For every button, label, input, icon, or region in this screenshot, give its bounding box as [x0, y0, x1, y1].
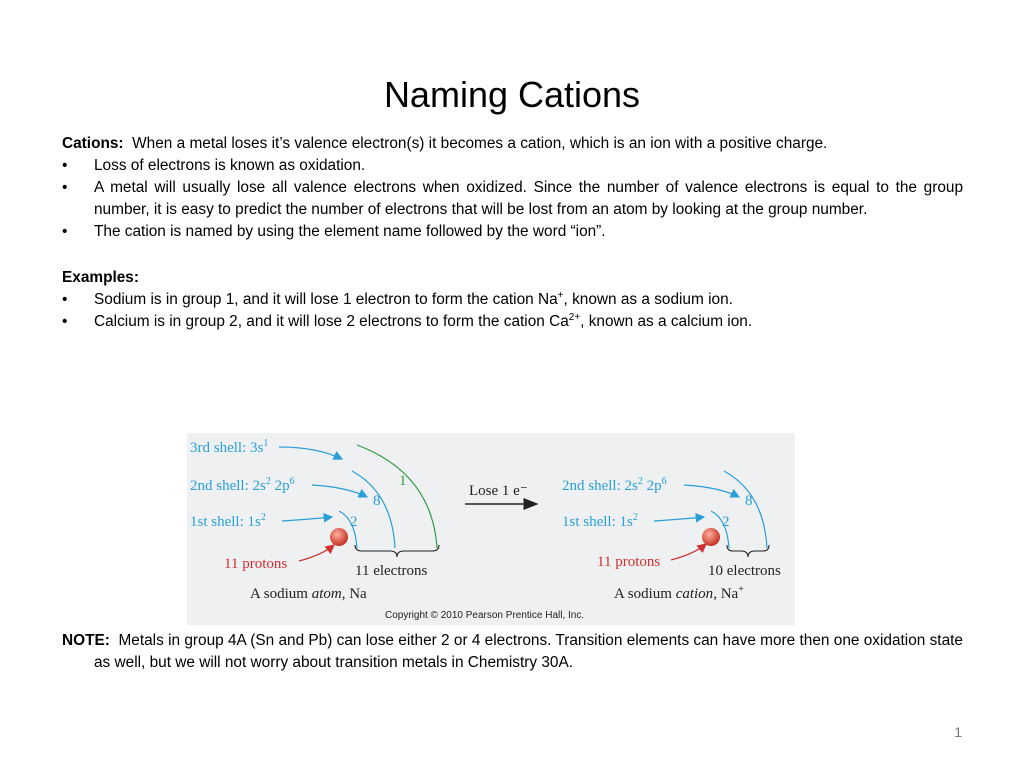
right-count-2: 2 [722, 514, 730, 530]
left-protons-arrow [299, 545, 334, 561]
right-shell-labels [562, 476, 667, 570]
note-paragraph [62, 630, 963, 674]
example-item: • Sodium is in group 1, and it will lose 1 electron to form the cation Na+, known as a sodium ion. [62, 289, 733, 308]
lose-electron-label: Lose 1 e⁻ [469, 483, 528, 499]
copyright-notice: Copyright © 2010 Pearson Prentice Hall, Inc. [385, 610, 585, 621]
intro-text: When a metal loses it’s valence electron(s) it becomes a cation, which is an ion with a positive charge. [132, 135, 828, 152]
left-caption: A sodium atom, Na [250, 586, 367, 602]
left-count-1: 1 [399, 473, 407, 489]
example-text-end: , known as a sodium ion. [563, 291, 733, 308]
diagram-svg [187, 433, 795, 625]
left-shell3-label: 3rd shell: $3s^1$ [190, 438, 269, 456]
bullet-text: Loss of electrons is known as oxidation. [94, 157, 366, 174]
right-count-8: 8 [745, 493, 753, 509]
bullet-text: A metal will usually lose all valence electrons when oxidized. Since the number of valence electrons is equal to the group number, it is easy to predict the number of electrons that will be lost from an atom by looking at the group number. [94, 179, 963, 218]
left-count-2: 2 [350, 514, 358, 530]
left-shell2-label: 2nd shell: $2s^2$ $2p^6$ [190, 476, 295, 494]
charge-sup: + [557, 289, 564, 301]
right-protons-label: 11 protons [597, 554, 661, 570]
example-item: • Calcium is in group 2, and it will lose 2 electrons to form the cation $Ca^{2+}$, known as a calcium ion. [62, 311, 753, 330]
example-text-end: , known as a calcium ion. [580, 313, 753, 330]
left-shell2-arc [352, 471, 395, 548]
intro-term: Cations: [62, 135, 124, 152]
left-electron-brace [355, 545, 439, 557]
left-shell2-arrow [312, 485, 367, 497]
sodium-ionization-diagram [187, 433, 795, 625]
bullet-item: • The cation is named by using the element name followed by the word “ion”. [62, 223, 606, 240]
examples-heading: Examples: [62, 269, 139, 286]
note-term: NOTE: [62, 632, 110, 649]
left-shell3-arc [357, 445, 437, 548]
right-shell1-arrow [654, 517, 704, 521]
left-shell1-arrow [282, 517, 332, 521]
right-shell2-label: 2nd shell: $2s^2$ $2p^6$ [562, 476, 667, 494]
right-protons-arrow [671, 544, 706, 560]
slide-body [62, 133, 963, 333]
slide-title: Naming Cations [383, 74, 641, 115]
left-nucleus [330, 528, 348, 546]
bullet-item: • A metal will usually lose all valence electrons when oxidized. Since the number of valence electrons is equal to the group number, it is easy to predict the number of electrons that will be lost from an atom by looking at the group number. [62, 179, 963, 218]
right-shell1-label: 1st shell: $1s^2$ [562, 512, 638, 530]
example-text: Sodium is in group 1, and it will lose 1 electron to form the cation Na [94, 291, 558, 308]
left-shell3-arrow [279, 447, 342, 459]
right-caption: A sodium cation, Na+ [614, 584, 744, 602]
left-shell1-label: 1st shell: $1s^2$ [190, 512, 266, 530]
right-electrons-label: 10 electrons [708, 563, 781, 579]
bullet-item: • Loss of electrons is known as oxidation. [62, 157, 366, 174]
left-count-8: 8 [373, 493, 381, 509]
right-nucleus [702, 528, 720, 546]
right-shell2-arc [724, 471, 767, 548]
bullet-text: The cation is named by using the element name followed by the word “ion”. [94, 223, 606, 240]
right-shell2-arrow [684, 485, 739, 497]
intro-paragraph [62, 133, 963, 155]
left-electrons-label: 11 electrons [355, 563, 428, 579]
page-number: 1 [954, 724, 962, 740]
left-shell-labels [190, 438, 295, 572]
right-electron-brace [727, 545, 769, 557]
left-protons-label: 11 protons [224, 556, 288, 572]
example-text: Calcium is in group 2, and it will lose 2 electrons to form the cation Ca [94, 313, 569, 330]
charge-sup: 2+ [568, 311, 581, 323]
note-text: Metals in group 4A (Sn and Pb) can lose either 2 or 4 electrons. Transition elements can have more then one oxidation state as well, but we will not worry about transition metals in Chemistry 30A. [94, 632, 963, 671]
note-section [62, 630, 963, 674]
